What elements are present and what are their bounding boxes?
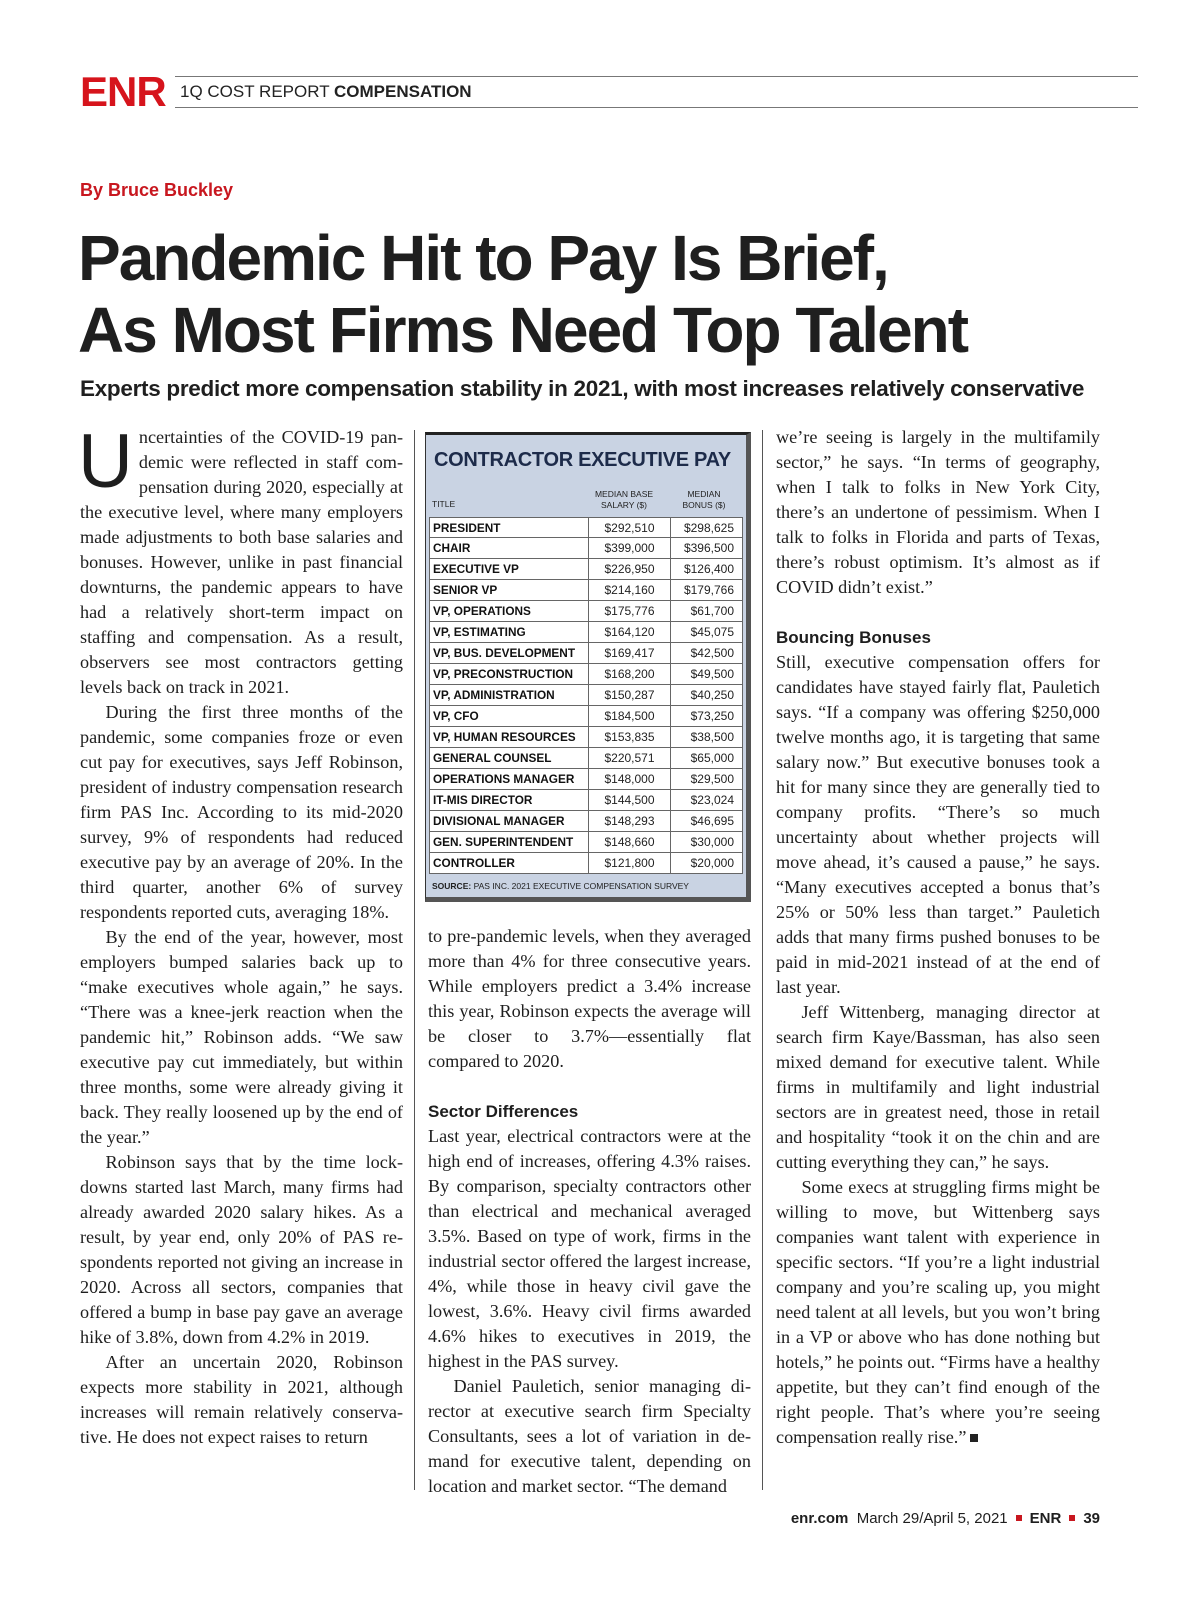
cell-salary: $226,950 <box>589 559 671 580</box>
paragraph: Last year, electrical contractors were at the high end of increases, offering 4.3% raises. By comparison, specialty contractors other than electrical and mechanical averaged 3.5%. Based on type of work, firms in the industrial sector offered the largest increase, 4%, while those in heavy civil gave the lowest, 3.6%. Heavy civil firms awarded 4.6% hikes to executives in 2019, the highest in the PAS survey. <box>428 1126 751 1371</box>
table-row <box>429 643 743 664</box>
cell-salary: $169,417 <box>589 643 671 664</box>
column-header-title: TITLE <box>432 499 456 509</box>
cell-title: VP, ADMINISTRATION <box>429 685 589 706</box>
cell-bonus: $29,500 <box>671 769 743 790</box>
cell-title: CONTROLLER <box>429 853 589 874</box>
cell-bonus: $45,075 <box>671 622 743 643</box>
cell-bonus: $20,000 <box>671 853 743 874</box>
cell-title: VP, OPERATIONS <box>429 601 589 622</box>
column-divider <box>762 430 763 1490</box>
footer-brand: ENR <box>1029 1510 1062 1527</box>
table-row <box>429 790 743 811</box>
footer-separator <box>1016 1515 1022 1521</box>
table-row <box>429 769 743 790</box>
drop-cap: U <box>78 419 133 504</box>
cell-salary: $148,293 <box>589 811 671 832</box>
table-row <box>429 580 743 601</box>
cell-bonus: $40,250 <box>671 685 743 706</box>
cell-bonus: $49,500 <box>671 664 743 685</box>
dek: Experts predict more compensation stability in 2021, with most increases relatively conservative <box>80 376 1085 401</box>
cell-salary: $148,000 <box>589 769 671 790</box>
cell-bonus: $61,700 <box>671 601 743 622</box>
table-row <box>429 853 743 874</box>
paragraph: ncertainties of the COVID-19 pandemic were reflected in staff compensation during 2020, especially at the executive level, where many employers made adjustments to both base salaries and bonuses. However, unlike in past financial downturns, the pandemic appears to have had a relatively short-term impact on staffing and compensation. As a result, observers see most contractors getting levels back on track in 2021. <box>80 427 403 697</box>
paragraph: After an uncertain 2020, Robinson expects more stability in 2021, although increases will remain relatively conservative. He does not expect raises to return <box>80 1352 403 1447</box>
cell-title: CHAIR <box>429 538 589 559</box>
end-mark <box>970 1434 978 1442</box>
table-row <box>429 811 743 832</box>
article-column-1 <box>78 419 403 1450</box>
cell-bonus: $30,000 <box>671 832 743 853</box>
cell-salary: $399,000 <box>589 538 671 559</box>
column-divider <box>414 430 415 1490</box>
cell-salary: $214,160 <box>589 580 671 601</box>
paragraph: we’re seeing is largely in the multifamily sector,” he says. “In terms of geography, when I talk to folks in New York City, there’s an undertone of pessimism. When I talk to folks in Florida and parts of Texas, there’s robust optimism. It’s almost as if COVID didn’t exist.” <box>776 427 1100 597</box>
cell-salary: $184,500 <box>589 706 671 727</box>
cell-salary: $150,287 <box>589 685 671 706</box>
table-row <box>429 727 743 748</box>
cell-bonus: $298,625 <box>671 517 743 538</box>
cell-title: IT-MIS DIRECTOR <box>429 790 589 811</box>
column-header-salary <box>584 489 664 511</box>
table-row <box>429 622 743 643</box>
cell-bonus: $179,766 <box>671 580 743 601</box>
page-footer <box>791 1510 1100 1527</box>
footer-separator <box>1069 1515 1075 1521</box>
cell-title: EXECUTIVE VP <box>429 559 589 580</box>
paragraph: to pre-pandemic levels, when they averaged more than 4% for three consecutive years. While employers predict a 3.4% increase this year, Robinson expects the average will be closer to 3.7%—essentially flat compared to 2020. <box>428 926 751 1071</box>
article-column-3 <box>776 425 1100 1450</box>
cell-title: SENIOR VP <box>429 580 589 601</box>
cell-bonus: $46,695 <box>671 811 743 832</box>
header-rule-top <box>175 76 1138 77</box>
table-row <box>429 559 743 580</box>
cell-title: DIVISIONAL MANAGER <box>429 811 589 832</box>
paragraph: Robinson says that by the time lockdowns started last March, many firms had already awarded 2020 salary hikes. As a result, by year end, only 20% of PAS respondents reported not giving an increase in 2020. Across all sectors, companies that offered a bump in base pay gave an average hike of 3.8%, down from 4.2% in 2019. <box>80 1152 403 1347</box>
cell-title: GENERAL COUNSEL <box>429 748 589 769</box>
paragraph: By the end of the year, however, most employers bumped salaries back up to “make executives whole again,” he says. “There was a knee-jerk reaction when the pandemic hit,” Robinson adds. “We saw executive pay cut immediately, but within three months, some were already giving it back. They really loosened up by the end of the year.” <box>80 927 403 1147</box>
section-prefix: 1Q COST REPORT <box>180 82 330 101</box>
subhead: Bouncing Bonuses <box>776 628 931 647</box>
cell-salary: $164,120 <box>589 622 671 643</box>
headline <box>78 222 1158 366</box>
table-row <box>429 685 743 706</box>
column-header-bonus-line-2: BONUS ($) <box>682 500 726 510</box>
cell-salary: $292,510 <box>589 517 671 538</box>
cell-title: VP, BUS. DEVELOPMENT <box>429 643 589 664</box>
cell-title: VP, PRECONSTRUCTION <box>429 664 589 685</box>
cell-title: VP, CFO <box>429 706 589 727</box>
byline: By Bruce Buckley <box>80 180 234 200</box>
paragraph <box>776 1175 1100 1450</box>
section-label <box>180 82 472 102</box>
cell-salary: $168,200 <box>589 664 671 685</box>
cell-bonus: $73,250 <box>671 706 743 727</box>
cell-title: VP, ESTIMATING <box>429 622 589 643</box>
paragraph: During the first three months of the pandemic, some companies froze or even cut pay for executives, says Jeff Robinson, president of industry compensation research firm PAS Inc. According to its mid-2020 survey, 9% of respondents had reduced executive pay by an average of 20%. In the third quarter, another 6% of survey respondents reported cuts, averaging 18%. <box>80 702 403 922</box>
article-column-2 <box>428 924 751 1499</box>
cell-salary: $121,800 <box>589 853 671 874</box>
header-rule-bottom <box>175 107 1138 108</box>
cell-salary: $153,835 <box>589 727 671 748</box>
source-text: PAS INC. 2021 EXECUTIVE COMPENSATION SURVEY <box>473 881 689 891</box>
page-number: 39 <box>1083 1510 1100 1527</box>
cell-salary: $220,571 <box>589 748 671 769</box>
cell-bonus: $126,400 <box>671 559 743 580</box>
footer-date: March 29/April 5, 2021 <box>856 1510 1008 1527</box>
cell-title: PRESIDENT <box>429 517 589 538</box>
headline-line-1: Pandemic Hit to Pay Is Brief, <box>78 222 888 294</box>
table-row <box>429 517 743 538</box>
paragraph: Still, executive compensation offers for candidates have stayed fairly flat, Pauletich says. “If a company was offering $250,000 twelve months ago, it is targeting that same salary now.” But executive bonuses took a hit for many since they are generally tied to company profits. “There’s so much uncertainty about whether projects will move ahead, it’s caused a pause,” he says. “Many executives accepted a bonus that’s 25% or 50% less than target.” Pauletich adds that many firms pushed bonuses to be paid in mid-2021 instead of at the end of last year. <box>776 652 1100 997</box>
cell-bonus: $396,500 <box>671 538 743 559</box>
cell-title: VP, HUMAN RESOURCES <box>429 727 589 748</box>
cell-salary: $144,500 <box>589 790 671 811</box>
table-row <box>429 832 743 853</box>
headline-line-2: As Most Firms Need Top Talent <box>78 294 968 366</box>
cell-bonus: $65,000 <box>671 748 743 769</box>
table-row <box>429 664 743 685</box>
table-row <box>429 601 743 622</box>
enr-logo: ENR <box>80 68 166 115</box>
paragraph: Daniel Pauletich, senior managing director at executive search firm Specialty Consultants, sees a lot of variation in demand for executive talent, depending on location and market sector. “The demand <box>428 1376 751 1496</box>
cell-salary: $175,776 <box>589 601 671 622</box>
column-header-salary-line-1: MEDIAN BASE <box>594 489 654 499</box>
cell-bonus: $38,500 <box>671 727 743 748</box>
cell-bonus: $23,024 <box>671 790 743 811</box>
source-label: SOURCE: <box>432 881 472 891</box>
cell-salary: $148,660 <box>589 832 671 853</box>
footer-site: enr.com <box>790 1510 849 1527</box>
column-header-bonus <box>670 489 738 511</box>
paragraph: Jeff Wittenberg, managing director at search firm Kaye/Bassman, has also seen mixed demand for executive talent. While firms in multifamily and light industrial sectors are in greatest need, those in retail and hospitality “took it on the chin and are cutting everything they can,” he says. <box>776 1002 1100 1172</box>
table-title: CONTRACTOR EXECUTIVE PAY <box>434 449 731 471</box>
table-body <box>429 517 743 874</box>
cell-bonus: $42,500 <box>671 643 743 664</box>
column-header-bonus-line-1: MEDIAN <box>687 489 721 499</box>
table-source <box>432 881 689 891</box>
paragraph-text: Some execs at struggling firms might be willing to move, but Wittenberg says companies want talent with experience in specific sectors. “If you’re a light industrial company and you’re scaling up, you might need talent at all levels, but you won’t bring in a VP or above who has done nothing but hotels,” he points out. “Firms have a healthy appetite, but they can’t find enough of the right people. That’s where you’re seeing compensation really rise.” <box>776 1177 1100 1447</box>
running-header <box>80 68 1138 115</box>
cell-title: OPERATIONS MANAGER <box>429 769 589 790</box>
executive-pay-table <box>425 432 751 902</box>
section-name: COMPENSATION <box>334 82 472 101</box>
table-row <box>429 538 743 559</box>
table-row <box>429 706 743 727</box>
subhead: Sector Differences <box>428 1102 579 1121</box>
table-row <box>429 748 743 769</box>
cell-title: GEN. SUPERINTENDENT <box>429 832 589 853</box>
column-header-salary-line-2: SALARY ($) <box>601 500 647 510</box>
